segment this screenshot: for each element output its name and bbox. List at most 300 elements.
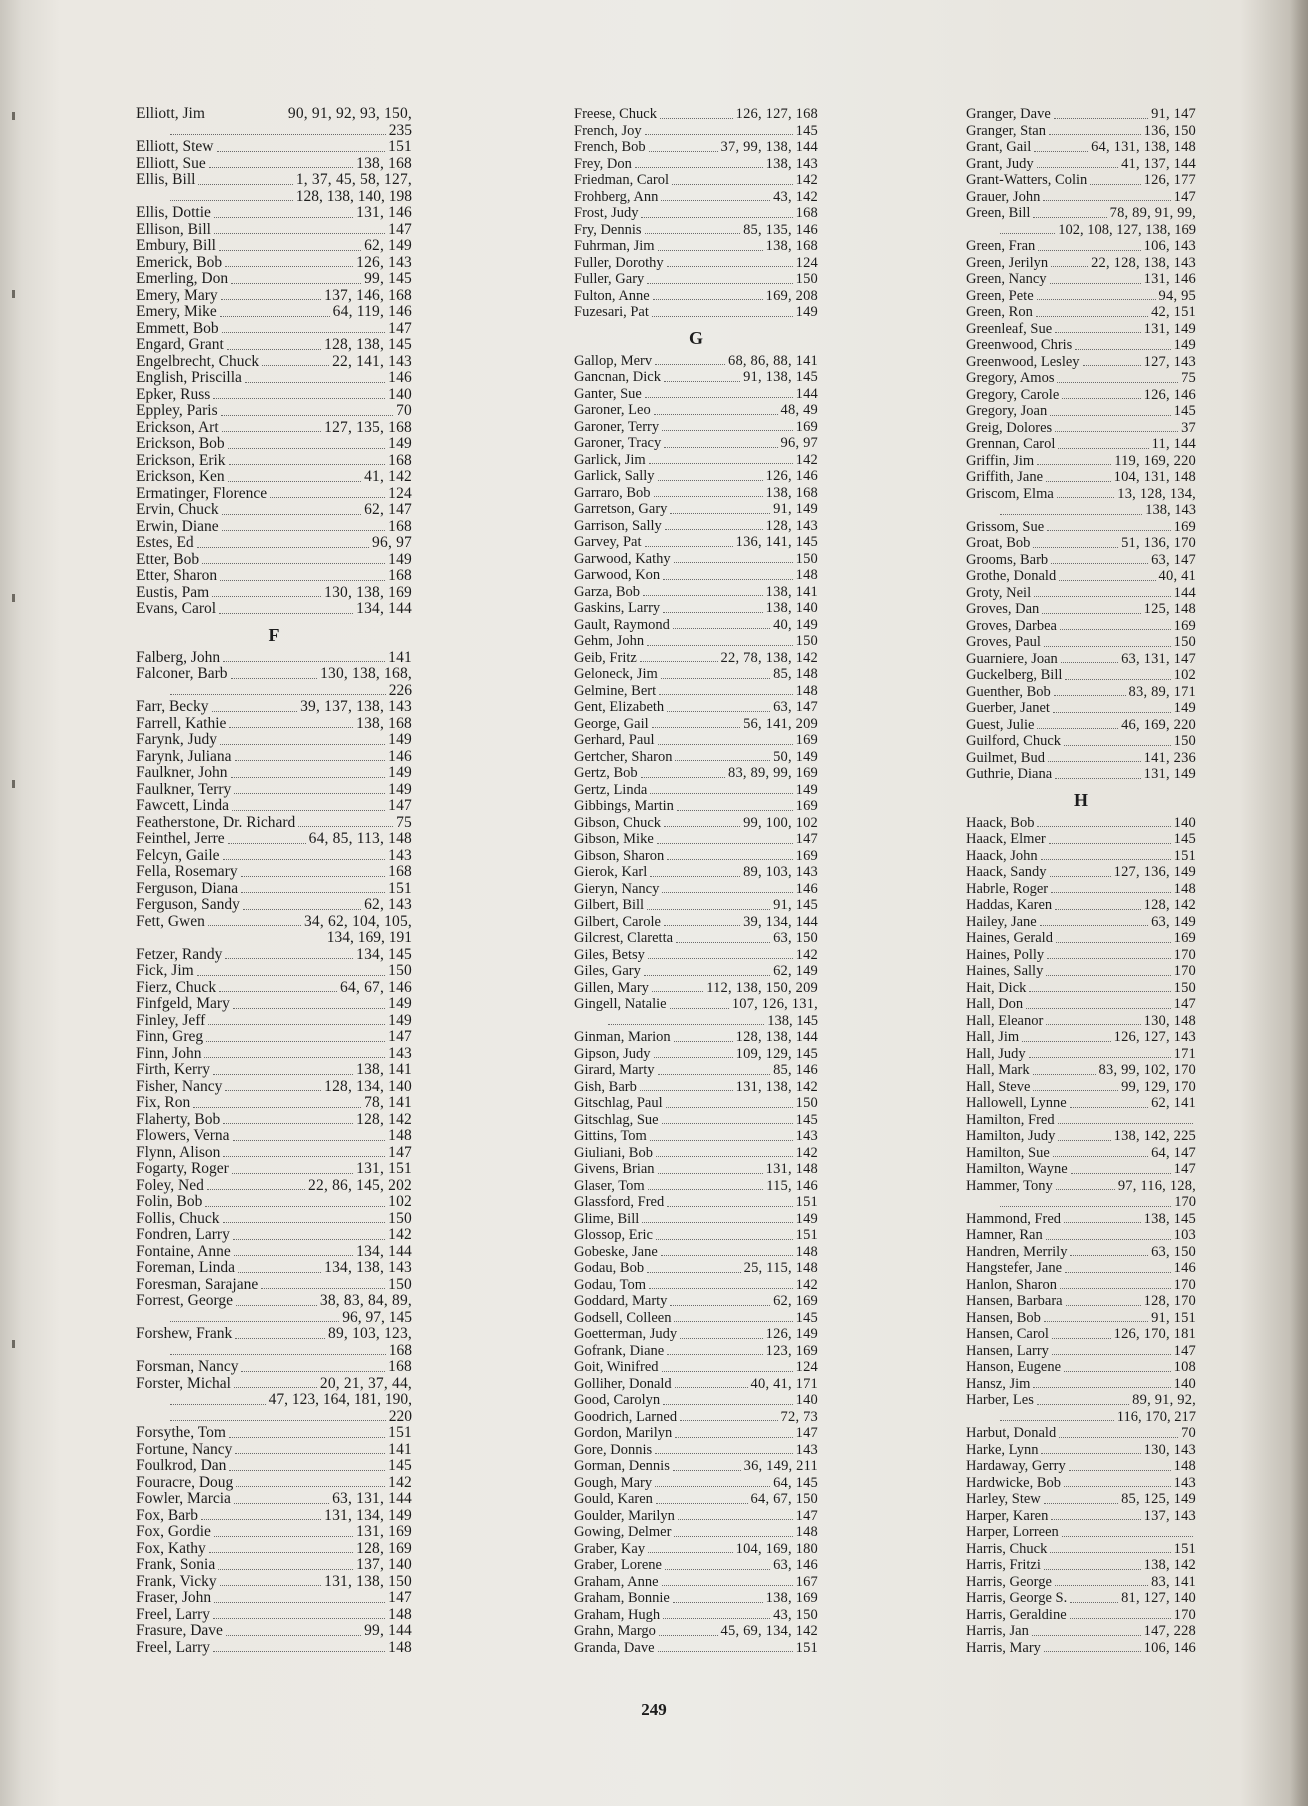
entry-name: Good, Carolyn	[574, 1392, 661, 1408]
dot-leader	[1051, 266, 1088, 267]
index-entry	[136, 502, 412, 519]
index-entry	[574, 468, 818, 485]
entry-pages: 63, 147	[773, 699, 818, 715]
entry-name: Ervin, Chuck	[136, 501, 219, 518]
index-entry	[966, 831, 1196, 848]
entry-pages: 147	[388, 797, 412, 814]
entry-pages: 91, 149	[773, 501, 818, 517]
entry-pages: 145	[388, 1457, 412, 1474]
binding-mark	[12, 594, 15, 602]
entry-pages: 150	[388, 962, 412, 979]
entry-pages: 43, 142	[773, 188, 818, 205]
entry-name: Gorman, Dennis	[574, 1458, 670, 1474]
entry-pages: 143	[795, 1441, 818, 1458]
dot-leader	[234, 1255, 353, 1256]
dot-leader	[1000, 1420, 1114, 1421]
entry-pages: 85, 125, 149	[1121, 1491, 1196, 1507]
index-entry	[136, 980, 412, 997]
index-entry	[574, 1574, 818, 1591]
entry-pages: 75	[396, 813, 412, 831]
dot-leader	[1044, 1651, 1141, 1652]
index-entry	[966, 1541, 1196, 1558]
entry-name: Greenwood, Chris	[966, 337, 1073, 353]
entry-pages: 168	[388, 451, 412, 469]
entry-name: Fouracre, Doug	[136, 1473, 234, 1491]
dot-leader	[674, 1041, 733, 1042]
index-entry	[136, 1211, 412, 1228]
page-number: 249	[641, 1700, 667, 1719]
index-entry	[574, 897, 818, 914]
index-entry	[574, 1277, 818, 1294]
entry-name: Glime, Bill	[574, 1210, 640, 1227]
entry-pages: 148	[388, 1605, 412, 1623]
entry-name: Garwood, Kathy	[574, 550, 671, 567]
dot-leader	[665, 1569, 770, 1570]
dot-leader	[656, 1239, 793, 1240]
index-entry	[574, 1475, 818, 1492]
index-entry	[966, 1458, 1196, 1475]
index-entry	[966, 1079, 1196, 1096]
entry-name: Flowers, Verna	[136, 1127, 230, 1144]
dot-leader	[226, 1635, 361, 1636]
entry-pages: 51, 136, 170	[1121, 535, 1196, 551]
entry-name: Groty, Neil	[966, 584, 1032, 601]
entry-name: Hall, Steve	[966, 1078, 1031, 1095]
entry-pages: 143	[795, 1128, 818, 1144]
index-entry	[966, 684, 1196, 701]
dot-leader	[675, 1437, 792, 1438]
index-entry	[136, 601, 412, 618]
index-entry	[136, 1376, 412, 1393]
dot-leader	[1041, 859, 1171, 860]
dot-leader	[201, 1519, 321, 1520]
entry-name: Haack, John	[966, 847, 1038, 864]
entry-pages: 119, 169, 220	[1114, 452, 1196, 469]
entry-pages: 147	[795, 1507, 818, 1524]
entry-pages: 13, 128, 134,	[1117, 485, 1196, 502]
entry-pages: 62, 147	[364, 501, 412, 518]
entry-name: Givens, Brian	[574, 1161, 655, 1177]
entry-name: Gitschlag, Sue	[574, 1111, 659, 1128]
dot-leader	[1064, 1371, 1171, 1372]
entry-pages: 124	[795, 1359, 818, 1375]
entry-pages: 22, 128, 138, 143	[1091, 254, 1196, 271]
index-entry	[574, 584, 818, 601]
dot-leader	[1052, 1338, 1111, 1339]
entry-name: Hansen, Carol	[966, 1326, 1049, 1342]
dot-leader	[1046, 1024, 1140, 1025]
entry-name: Emery, Mike	[136, 303, 217, 320]
entry-pages: 64, 147	[1151, 1144, 1196, 1161]
entry-pages: 97, 116, 128,	[1117, 1177, 1196, 1194]
entry-name: Gerhard, Paul	[574, 732, 655, 748]
entry-pages: 147	[795, 831, 818, 847]
index-entry	[136, 387, 412, 404]
entry-name: Groat, Bob	[966, 535, 1031, 551]
entry-name: Fuhrman, Jim	[574, 238, 655, 254]
index-entry	[136, 288, 412, 305]
index-entry	[966, 1260, 1196, 1277]
entry-name: Gibson, Chuck	[574, 814, 661, 831]
entry-pages: 63, 149	[1151, 913, 1196, 930]
entry-pages: 91, 151	[1151, 1309, 1196, 1326]
index-entry	[136, 1458, 412, 1475]
dot-leader	[1029, 991, 1170, 992]
entry-name: Gordon, Marilyn	[574, 1425, 673, 1441]
dot-leader	[673, 1470, 741, 1471]
dot-leader	[205, 1206, 385, 1207]
dot-leader	[228, 481, 361, 482]
dot-leader	[645, 233, 741, 234]
dot-leader	[1044, 1569, 1141, 1570]
entry-pages: 151	[388, 138, 412, 155]
entry-pages: 89, 103, 143	[743, 864, 818, 880]
index-entry	[574, 1310, 818, 1327]
entry-pages: 138, 169	[765, 1590, 818, 1606]
dot-leader	[667, 711, 770, 712]
dot-leader	[231, 283, 361, 284]
index-entry	[966, 667, 1196, 684]
entry-name: Giuliani, Bob	[574, 1144, 653, 1161]
dot-leader	[1000, 233, 1055, 234]
entry-name: Finn, Greg	[136, 1028, 204, 1045]
index-entry	[136, 1508, 412, 1525]
dot-leader	[660, 118, 733, 119]
index-entry	[966, 568, 1196, 585]
entry-name: Granger, Dave	[966, 106, 1051, 122]
index-entry	[574, 666, 818, 683]
entry-name: Hailey, Jane	[966, 913, 1037, 930]
entry-pages: 149	[795, 1210, 818, 1227]
index-entry	[966, 486, 1196, 503]
entry-name: Hait, Dick	[966, 979, 1027, 996]
entry-pages: 148	[388, 1638, 412, 1656]
entry-pages: 78, 89, 91, 99,	[1109, 205, 1196, 221]
entry-name: Fry, Dennis	[574, 221, 642, 238]
entry-pages: 142	[795, 451, 818, 468]
index-entry	[136, 963, 412, 980]
index-entry	[966, 271, 1196, 288]
index-entry	[966, 897, 1196, 914]
entry-pages: 147	[388, 1143, 412, 1161]
dot-leader	[1046, 481, 1111, 482]
index-entry	[136, 156, 412, 173]
entry-name: Grennan, Carol	[966, 436, 1056, 452]
index-entry	[136, 1178, 412, 1195]
dot-leader	[222, 530, 386, 531]
entry-pages: 127, 143	[1143, 353, 1196, 370]
entry-pages: 134, 144	[356, 1242, 412, 1260]
dot-leader	[1050, 876, 1111, 877]
dot-leader	[1050, 283, 1141, 284]
entry-name: Grooms, Barb	[966, 551, 1049, 568]
index-entry	[574, 1244, 818, 1261]
dot-leader	[202, 563, 385, 564]
entry-pages: 171	[1173, 1045, 1196, 1062]
dot-leader	[170, 200, 293, 201]
dot-leader	[1044, 1321, 1148, 1322]
entry-pages: 147, 228	[1143, 1623, 1196, 1639]
dot-leader	[1052, 1354, 1171, 1355]
index-entry	[136, 403, 412, 420]
entry-name: Freel, Larry	[136, 1638, 211, 1656]
entry-name: Gelmine, Bert	[574, 682, 657, 699]
entry-name: Erwin, Diane	[136, 517, 219, 535]
dot-leader	[1054, 118, 1148, 119]
entry-name: Frey, Don	[574, 155, 632, 172]
entry-name: Green, Bill	[966, 205, 1031, 221]
entry-name: Gobeske, Jane	[574, 1243, 658, 1260]
dot-leader	[235, 1338, 325, 1339]
entry-name: Hanson, Eugene	[966, 1359, 1062, 1375]
index-entry	[966, 1359, 1196, 1376]
dot-leader	[1048, 761, 1141, 762]
entry-pages: 143	[388, 846, 412, 864]
index-entry	[966, 914, 1196, 931]
entry-pages: 151	[388, 1424, 412, 1441]
dot-leader	[208, 118, 285, 119]
entry-name: Geloneck, Jim	[574, 666, 658, 682]
index-entry	[136, 238, 412, 255]
entry-name: Hammer, Tony	[966, 1177, 1053, 1194]
index-entry	[574, 1458, 818, 1475]
entry-name: Fetzer, Randy	[136, 945, 223, 963]
entry-pages: 138, 145	[767, 1012, 818, 1029]
dot-leader	[222, 514, 361, 515]
entry-name: Fix, Ron	[136, 1094, 191, 1111]
entry-pages: 40, 41	[1158, 568, 1196, 584]
index-entry-continuation	[136, 683, 412, 700]
index-entry	[966, 848, 1196, 865]
entry-pages: 150	[795, 1095, 818, 1111]
entry-pages: 131, 149	[1143, 320, 1196, 337]
entry-name: Geib, Fritz	[574, 649, 637, 666]
entry-pages: 149	[1173, 337, 1196, 353]
index-entry	[574, 402, 818, 419]
entry-name: Fuller, Gary	[574, 271, 645, 287]
entry-pages: 134, 144	[356, 600, 412, 617]
entry-name: Gore, Donnis	[574, 1441, 653, 1458]
entry-pages: 147	[1173, 188, 1196, 205]
entry-pages: 81, 127, 140	[1121, 1590, 1196, 1606]
entry-pages: 94, 95	[1158, 287, 1196, 304]
index-entry	[574, 271, 818, 288]
dot-leader	[656, 1503, 748, 1504]
index-entry-continuation	[136, 1310, 412, 1327]
entry-name: Gilcrest, Claretta	[574, 930, 674, 946]
index-entry	[574, 699, 818, 716]
index-entry	[136, 815, 412, 832]
entry-pages: 46, 169, 220	[1121, 716, 1196, 733]
dot-leader	[233, 1239, 385, 1240]
index-entry	[136, 947, 412, 964]
dot-leader	[170, 942, 324, 943]
dot-leader	[658, 1074, 771, 1075]
entry-name: Granda, Dave	[574, 1639, 655, 1656]
index-entry	[136, 1128, 412, 1145]
dot-leader	[223, 661, 385, 662]
entry-name: Garoner, Leo	[574, 402, 651, 418]
entry-pages: 145	[1173, 831, 1196, 847]
index-entry	[966, 1095, 1196, 1112]
entry-name: Frank, Vicky	[136, 1572, 217, 1590]
index-entry	[574, 123, 818, 140]
index-entry	[574, 1112, 818, 1129]
entry-pages: 151	[795, 1639, 818, 1656]
index-entry	[966, 453, 1196, 470]
index-entry	[966, 1046, 1196, 1063]
dot-leader	[648, 958, 793, 959]
index-entry	[574, 189, 818, 206]
dot-leader	[1034, 151, 1088, 152]
entry-name: Emery, Mary	[136, 286, 218, 304]
dot-leader	[665, 529, 763, 530]
dot-leader	[662, 1585, 793, 1586]
dot-leader	[231, 678, 318, 679]
dot-leader	[667, 859, 792, 860]
entry-pages: 131, 134, 149	[324, 1506, 412, 1524]
entry-pages: 134, 169, 191	[326, 929, 412, 946]
index-entry-continuation	[136, 189, 412, 206]
index-entry	[574, 255, 818, 272]
dot-leader	[234, 1503, 329, 1504]
entry-name: Garlick, Jim	[574, 451, 646, 468]
entry-name: Graham, Anne	[574, 1573, 659, 1590]
index-entry	[574, 963, 818, 980]
index-entry	[574, 1508, 818, 1525]
index-entry	[136, 897, 412, 914]
dot-leader	[1064, 1222, 1141, 1223]
dot-leader	[225, 266, 353, 267]
entry-name: Gieryn, Nancy	[574, 880, 660, 897]
entry-pages: 148	[1173, 1458, 1196, 1474]
dot-leader	[1066, 1305, 1141, 1306]
index-entry	[574, 798, 818, 815]
dot-leader	[213, 1074, 353, 1075]
index-entry	[136, 1491, 412, 1508]
index-entry	[136, 1607, 412, 1624]
entry-pages: 130, 143	[1143, 1441, 1196, 1458]
entry-pages: 64, 67, 146	[340, 978, 412, 996]
dot-leader	[666, 1107, 793, 1108]
dot-leader	[219, 613, 353, 614]
entry-pages: 89, 103, 123,	[328, 1325, 412, 1342]
index-entry	[574, 238, 818, 255]
index-entry	[136, 1293, 412, 1310]
entry-pages: 48, 49	[780, 402, 818, 418]
index-entry	[966, 1326, 1196, 1343]
entry-name: Gierok, Karl	[574, 864, 648, 880]
dot-leader	[658, 744, 793, 745]
index-entry	[574, 716, 818, 733]
dot-leader	[1037, 299, 1156, 300]
entry-pages: 148	[795, 1243, 818, 1260]
entry-pages: 150	[388, 1275, 412, 1293]
entry-pages: 140	[1173, 814, 1196, 831]
entry-name: Garoner, Terry	[574, 418, 660, 435]
entry-name: Groves, Darbea	[966, 617, 1057, 634]
entry-pages: 170	[1173, 963, 1196, 979]
index-entry	[574, 831, 818, 848]
entry-name: Eppley, Paris	[136, 402, 218, 419]
dot-leader	[170, 134, 386, 135]
dot-leader	[214, 233, 385, 234]
entry-name: Felcyn, Gaile	[136, 846, 220, 864]
index-entry	[136, 1244, 412, 1261]
entry-pages: 91, 147	[1151, 106, 1196, 122]
entry-name: Feinthel, Jerre	[136, 830, 225, 847]
index-entry	[574, 1079, 818, 1096]
dot-leader	[223, 1222, 386, 1223]
entry-pages: 99, 145	[364, 270, 412, 287]
dot-leader	[654, 1057, 733, 1058]
entry-name: Green, Jerilyn	[966, 254, 1049, 271]
entry-pages: 169	[1173, 518, 1196, 535]
entry-name: Epker, Russ	[136, 385, 211, 403]
index-entry	[966, 403, 1196, 420]
entry-name: Finn, John	[136, 1044, 202, 1062]
index-entry	[966, 585, 1196, 602]
entry-pages: 99, 129, 170	[1121, 1078, 1196, 1095]
dot-leader	[675, 1387, 748, 1388]
index-entry	[136, 453, 412, 470]
entry-name: Haack, Sandy	[966, 864, 1047, 880]
dot-leader	[1065, 679, 1170, 680]
entry-name: Engard, Grant	[136, 336, 224, 353]
entry-name: Gregory, Amos	[966, 370, 1055, 386]
entry-pages: 148	[795, 1524, 818, 1540]
entry-pages: 63, 147	[1151, 551, 1196, 568]
index-entry	[966, 189, 1196, 206]
index-entry	[966, 519, 1196, 536]
dot-leader	[233, 1140, 386, 1141]
entry-name: Godsell, Colleen	[574, 1309, 672, 1326]
index-entry	[574, 435, 818, 452]
dot-leader	[1065, 1272, 1171, 1273]
index-entry	[574, 1029, 818, 1046]
index-entry	[136, 1557, 412, 1574]
index-entry	[136, 749, 412, 766]
dot-leader	[1022, 1041, 1110, 1042]
entry-pages: 78, 141	[364, 1094, 412, 1111]
index-entry	[136, 881, 412, 898]
dot-leader	[661, 1255, 793, 1256]
index-entry	[966, 1392, 1196, 1409]
entry-name: Forrest, George	[136, 1292, 233, 1309]
entry-name: Guckelberg, Bill	[966, 667, 1063, 683]
index-entry	[966, 1640, 1196, 1657]
entry-pages: 147	[1173, 1161, 1196, 1177]
entry-pages: 151	[1173, 1540, 1196, 1557]
entry-pages: 128, 142	[1143, 897, 1196, 913]
entry-pages: 138, 142	[1143, 1557, 1196, 1573]
entry-name: Faulkner, Terry	[136, 780, 232, 798]
dot-leader	[680, 1338, 763, 1339]
entry-name: Foreman, Linda	[136, 1259, 236, 1276]
index-entry	[136, 552, 412, 569]
dot-leader	[1061, 662, 1118, 663]
dot-leader	[1040, 925, 1148, 926]
index-entry-continuation	[136, 123, 412, 140]
entry-name: Gaskins, Larry	[574, 600, 661, 616]
dot-leader	[213, 1651, 385, 1652]
index-entry	[966, 1343, 1196, 1360]
entry-pages: 138, 141	[356, 1061, 412, 1078]
index-entry	[966, 815, 1196, 832]
dot-leader	[212, 711, 298, 712]
entry-pages: 103	[1173, 1227, 1196, 1243]
entry-pages: 146	[795, 880, 818, 897]
